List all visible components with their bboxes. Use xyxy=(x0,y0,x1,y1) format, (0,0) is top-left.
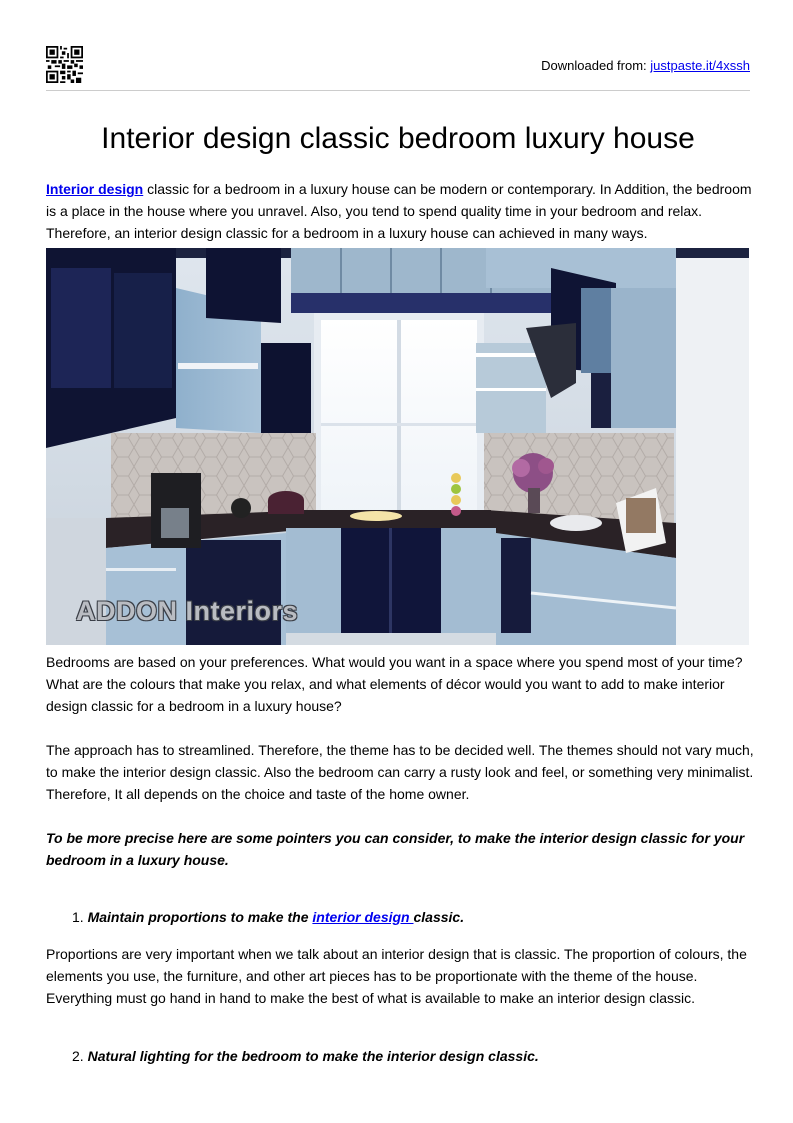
paragraph-pointers: To be more precise here are some pointers you can consider, to make the interior design classic for your bedroom in a luxury house. xyxy=(46,830,745,868)
download-source xyxy=(541,58,750,73)
list-number-1: 1. xyxy=(72,909,84,925)
kitchen-illustration xyxy=(46,248,749,645)
qr-code-icon xyxy=(46,46,83,83)
paragraph-preferences: Bedrooms are based on your preferences. What would you want in a space where you spend most of your time? What are the colours that make you relax, and what elements of décor would you want to add to make interior design classic for a bedroom in a luxury house? xyxy=(46,654,743,714)
kitchen-photo xyxy=(46,248,749,645)
page-title: Interior design classic bedroom luxury house xyxy=(101,122,695,155)
list-item-1-suffix: classic. xyxy=(413,909,465,925)
source-link[interactable]: justpaste.it/4xssh xyxy=(650,58,750,73)
list-item-1 xyxy=(72,906,464,928)
header-divider xyxy=(46,90,750,91)
downloaded-label: Downloaded from: xyxy=(541,58,647,73)
interior-design-link[interactable]: Interior design xyxy=(46,181,144,197)
intro-paragraph xyxy=(46,178,756,244)
list-item-2 xyxy=(72,1045,539,1067)
paragraph-approach: The approach has to streamlined. Therefore, the theme has to be decided well. The themes should not vary much, to make the interior design classic. Also the bedroom can carry a rusty look and feel, or something very minimalist. Therefore, It all depends on the choice and taste of the home owner. xyxy=(46,742,754,802)
paragraph-proportions: Proportions are very important when we talk about an interior design that is classic. The proportion of colours, the elements you use, the furniture, and other art pieces has to be proportionate with the theme of the house. Everything must go hand in hand to make the best of what is available to make an interior design classic. xyxy=(46,946,747,1006)
watermark-text: ADDON Interiors xyxy=(76,596,299,626)
interior-design-link-2[interactable]: interior design xyxy=(312,909,414,925)
list-item-2-text: Natural lighting for the bedroom to make the interior design classic. xyxy=(87,1048,539,1064)
list-number-2: 2. xyxy=(72,1048,84,1064)
page-header xyxy=(46,46,750,88)
intro-text: classic for a bedroom in a luxury house can be modern or contemporary. In Addition, the bedroom is a place in the house where you unravel. Also, you tend to spend quality time in your bedroom and relax. Therefore, an interior design classic for a bedroom in a luxury house can achieved in many ways. xyxy=(46,181,752,241)
list-item-1-text: Maintain proportions to make the xyxy=(87,909,313,925)
